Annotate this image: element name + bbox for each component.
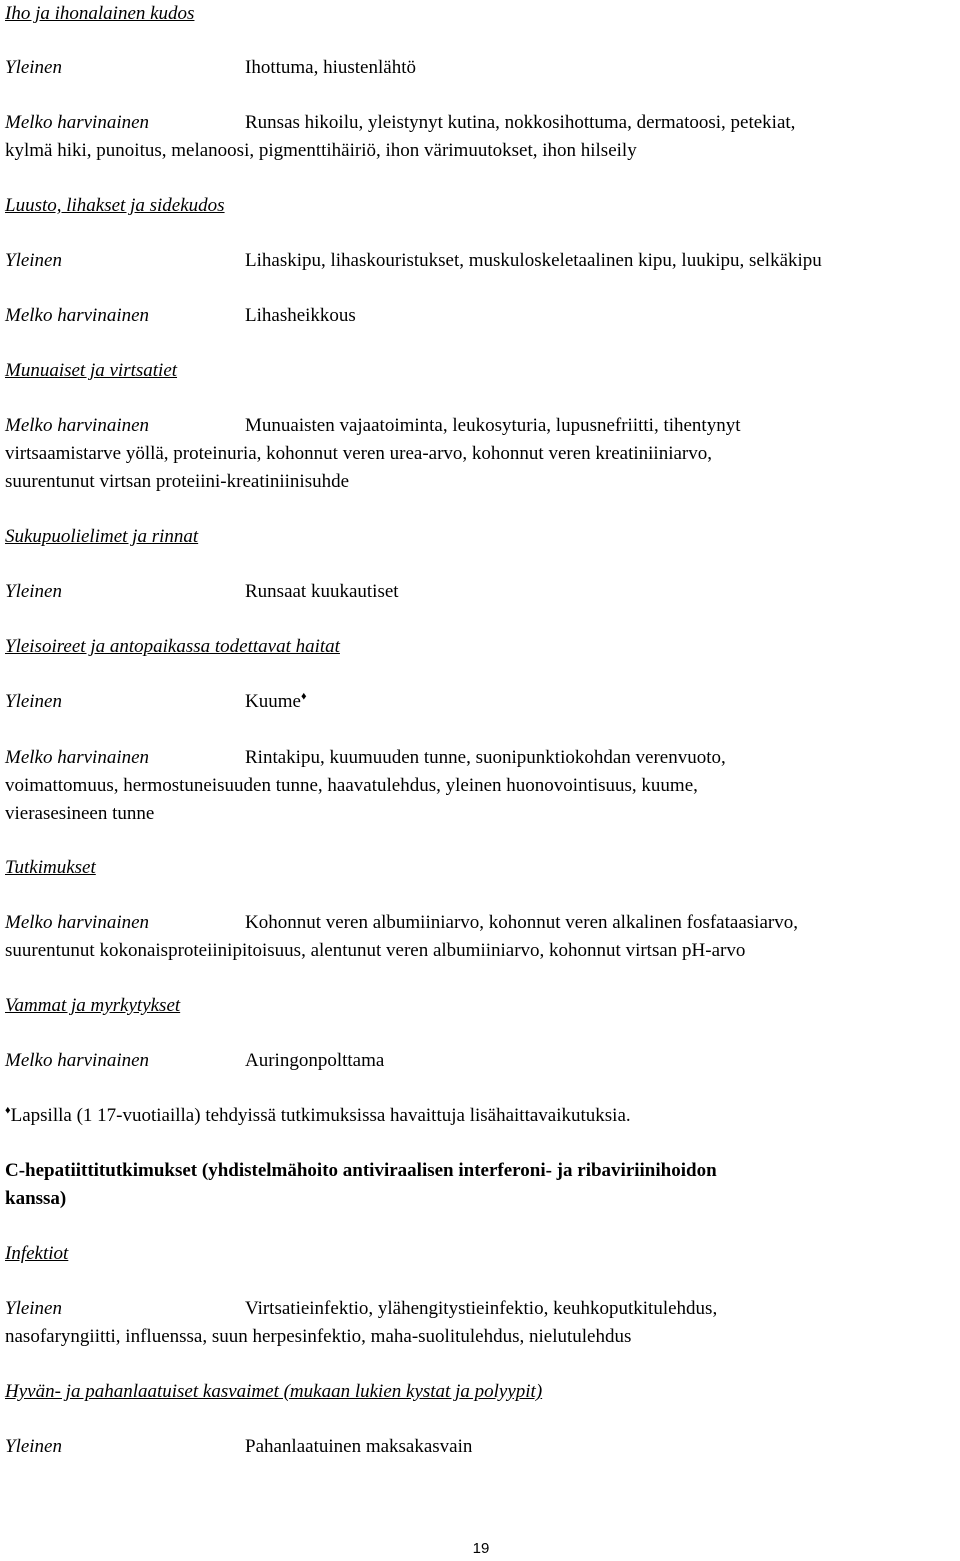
effects-text: Runsaat kuukautiset — [245, 581, 399, 602]
effects-text: Lihaskipu, lihaskouristukset, muskuloskeletaalinen kipu, luukipu, selkäkipu — [245, 250, 822, 271]
row-skin-uncommon — [5, 109, 955, 165]
effects-text-continued: nasofaryngiitti, influenssa, suun herpesinfektio, maha-suolitulehdus, nielutulehdus — [5, 1326, 632, 1347]
frequency-label: Yleinen — [5, 581, 62, 602]
effects-text-continued: vierasesineen tunne — [5, 803, 155, 824]
frequency-label: Melko harvinainen — [5, 912, 150, 933]
section-heading-reproductive: Sukupuolielimet ja rinnat — [5, 526, 199, 547]
frequency-label: Melko harvinainen — [5, 747, 150, 768]
frequency-label: Melko harvinainen — [5, 112, 150, 133]
diamond-marker: ♦ — [300, 690, 307, 703]
effects-text-continued: kylmä hiki, punoitus, melanoosi, pigmenttihäiriö, ihon värimuutokset, ihon hilseily — [5, 140, 637, 161]
footnote-text: Lapsilla (1 17-vuotiailla) tehdyissä tutkimuksissa havaittuja lisähaittavaikutuksia. — [10, 1105, 631, 1126]
effects-text: Ihottuma, hiustenlähtö — [245, 57, 416, 78]
effects-text-continued: suurentunut virtsan proteiini-kreatiniinisuhde — [5, 471, 350, 492]
frequency-label: Yleinen — [5, 250, 62, 271]
section-heading-infections: Infektiot — [5, 1243, 69, 1264]
section-heading-musculoskeletal: Luusto, lihakset ja sidekudos — [5, 195, 225, 216]
effects-text: Kohonnut veren albumiiniarvo, kohonnut veren alkalinen fosfataasiarvo, — [245, 912, 798, 933]
diamond-marker: ♦ — [5, 1104, 11, 1117]
page-number: 19 — [472, 1540, 490, 1557]
effects-text: Lihasheikkous — [245, 305, 356, 326]
section-heading-neoplasms: Hyvän- ja pahanlaatuiset kasvaimet (mukaan lukien kystat ja polyypit) — [5, 1381, 543, 1402]
row-investigations-uncommon — [5, 909, 955, 965]
title-line: kanssa) — [5, 1188, 67, 1209]
row-infections-common — [5, 1295, 955, 1351]
effects-text-continued: virtsaamistarve yöllä, proteinuria, kohonnut veren urea-arvo, kohonnut veren kreatiniiniarvo, — [5, 443, 712, 464]
row-injury-uncommon — [5, 1047, 955, 1075]
hepatitis-section-title — [5, 1157, 955, 1213]
effects-text-continued: voimattomuus, hermostuneisuuden tunne, haavatulehdus, yleinen huonovointisuus, kuume, — [5, 775, 698, 796]
effects-text: Auringonpolttama — [245, 1050, 385, 1071]
row-skin-common — [5, 54, 955, 82]
effects-text: Runsas hikoilu, yleistynyt kutina, nokkosihottuma, dermatoosi, petekiat, — [245, 112, 796, 133]
frequency-label: Melko harvinainen — [5, 1050, 150, 1071]
section-heading-skin: Iho ja ihonalainen kudos — [5, 3, 195, 24]
row-musculo-uncommon — [5, 302, 955, 330]
frequency-label: Melko harvinainen — [5, 415, 150, 436]
section-heading-injury: Vammat ja myrkytykset — [5, 995, 181, 1016]
row-general-common — [5, 688, 955, 716]
row-reproductive-common — [5, 578, 955, 606]
section-heading-general: Yleisoireet ja antopaikassa todettavat haitat — [5, 636, 340, 657]
row-general-uncommon — [5, 744, 955, 828]
section-heading-renal: Munuaiset ja virtsatiet — [5, 360, 178, 381]
frequency-label: Yleinen — [5, 1436, 62, 1457]
effects-text: Pahanlaatuinen maksakasvain — [245, 1436, 473, 1457]
effects-text: Virtsatieinfektio, ylähengitystieinfektio, keuhkoputkitulehdus, — [245, 1298, 718, 1319]
footnote — [5, 1102, 955, 1130]
effects-text: Rintakipu, kuumuuden tunne, suonipunktiokohdan verenvuoto, — [245, 747, 726, 768]
frequency-label: Yleinen — [5, 1298, 62, 1319]
frequency-label: Yleinen — [5, 57, 62, 78]
frequency-label: Melko harvinainen — [5, 305, 150, 326]
section-heading-investigations: Tutkimukset — [5, 857, 96, 878]
row-musculo-common — [5, 247, 955, 275]
effects-text: Kuume — [245, 691, 301, 712]
effects-text-continued: suurentunut kokonaisproteiinipitoisuus, alentunut veren albumiiniarvo, kohonnut virtsan pH-arvo — [5, 940, 746, 961]
effects-text: Munuaisten vajaatoiminta, leukosyturia, lupusnefriitti, tihentynyt — [245, 415, 741, 436]
frequency-label: Yleinen — [5, 691, 62, 712]
title-line: C-hepatiittitutkimukset (yhdistelmähoito antiviraalisen interferoni- ja ribaviriinihoidon — [5, 1160, 717, 1181]
row-renal-uncommon — [5, 412, 955, 496]
row-neoplasms-common — [5, 1433, 955, 1461]
